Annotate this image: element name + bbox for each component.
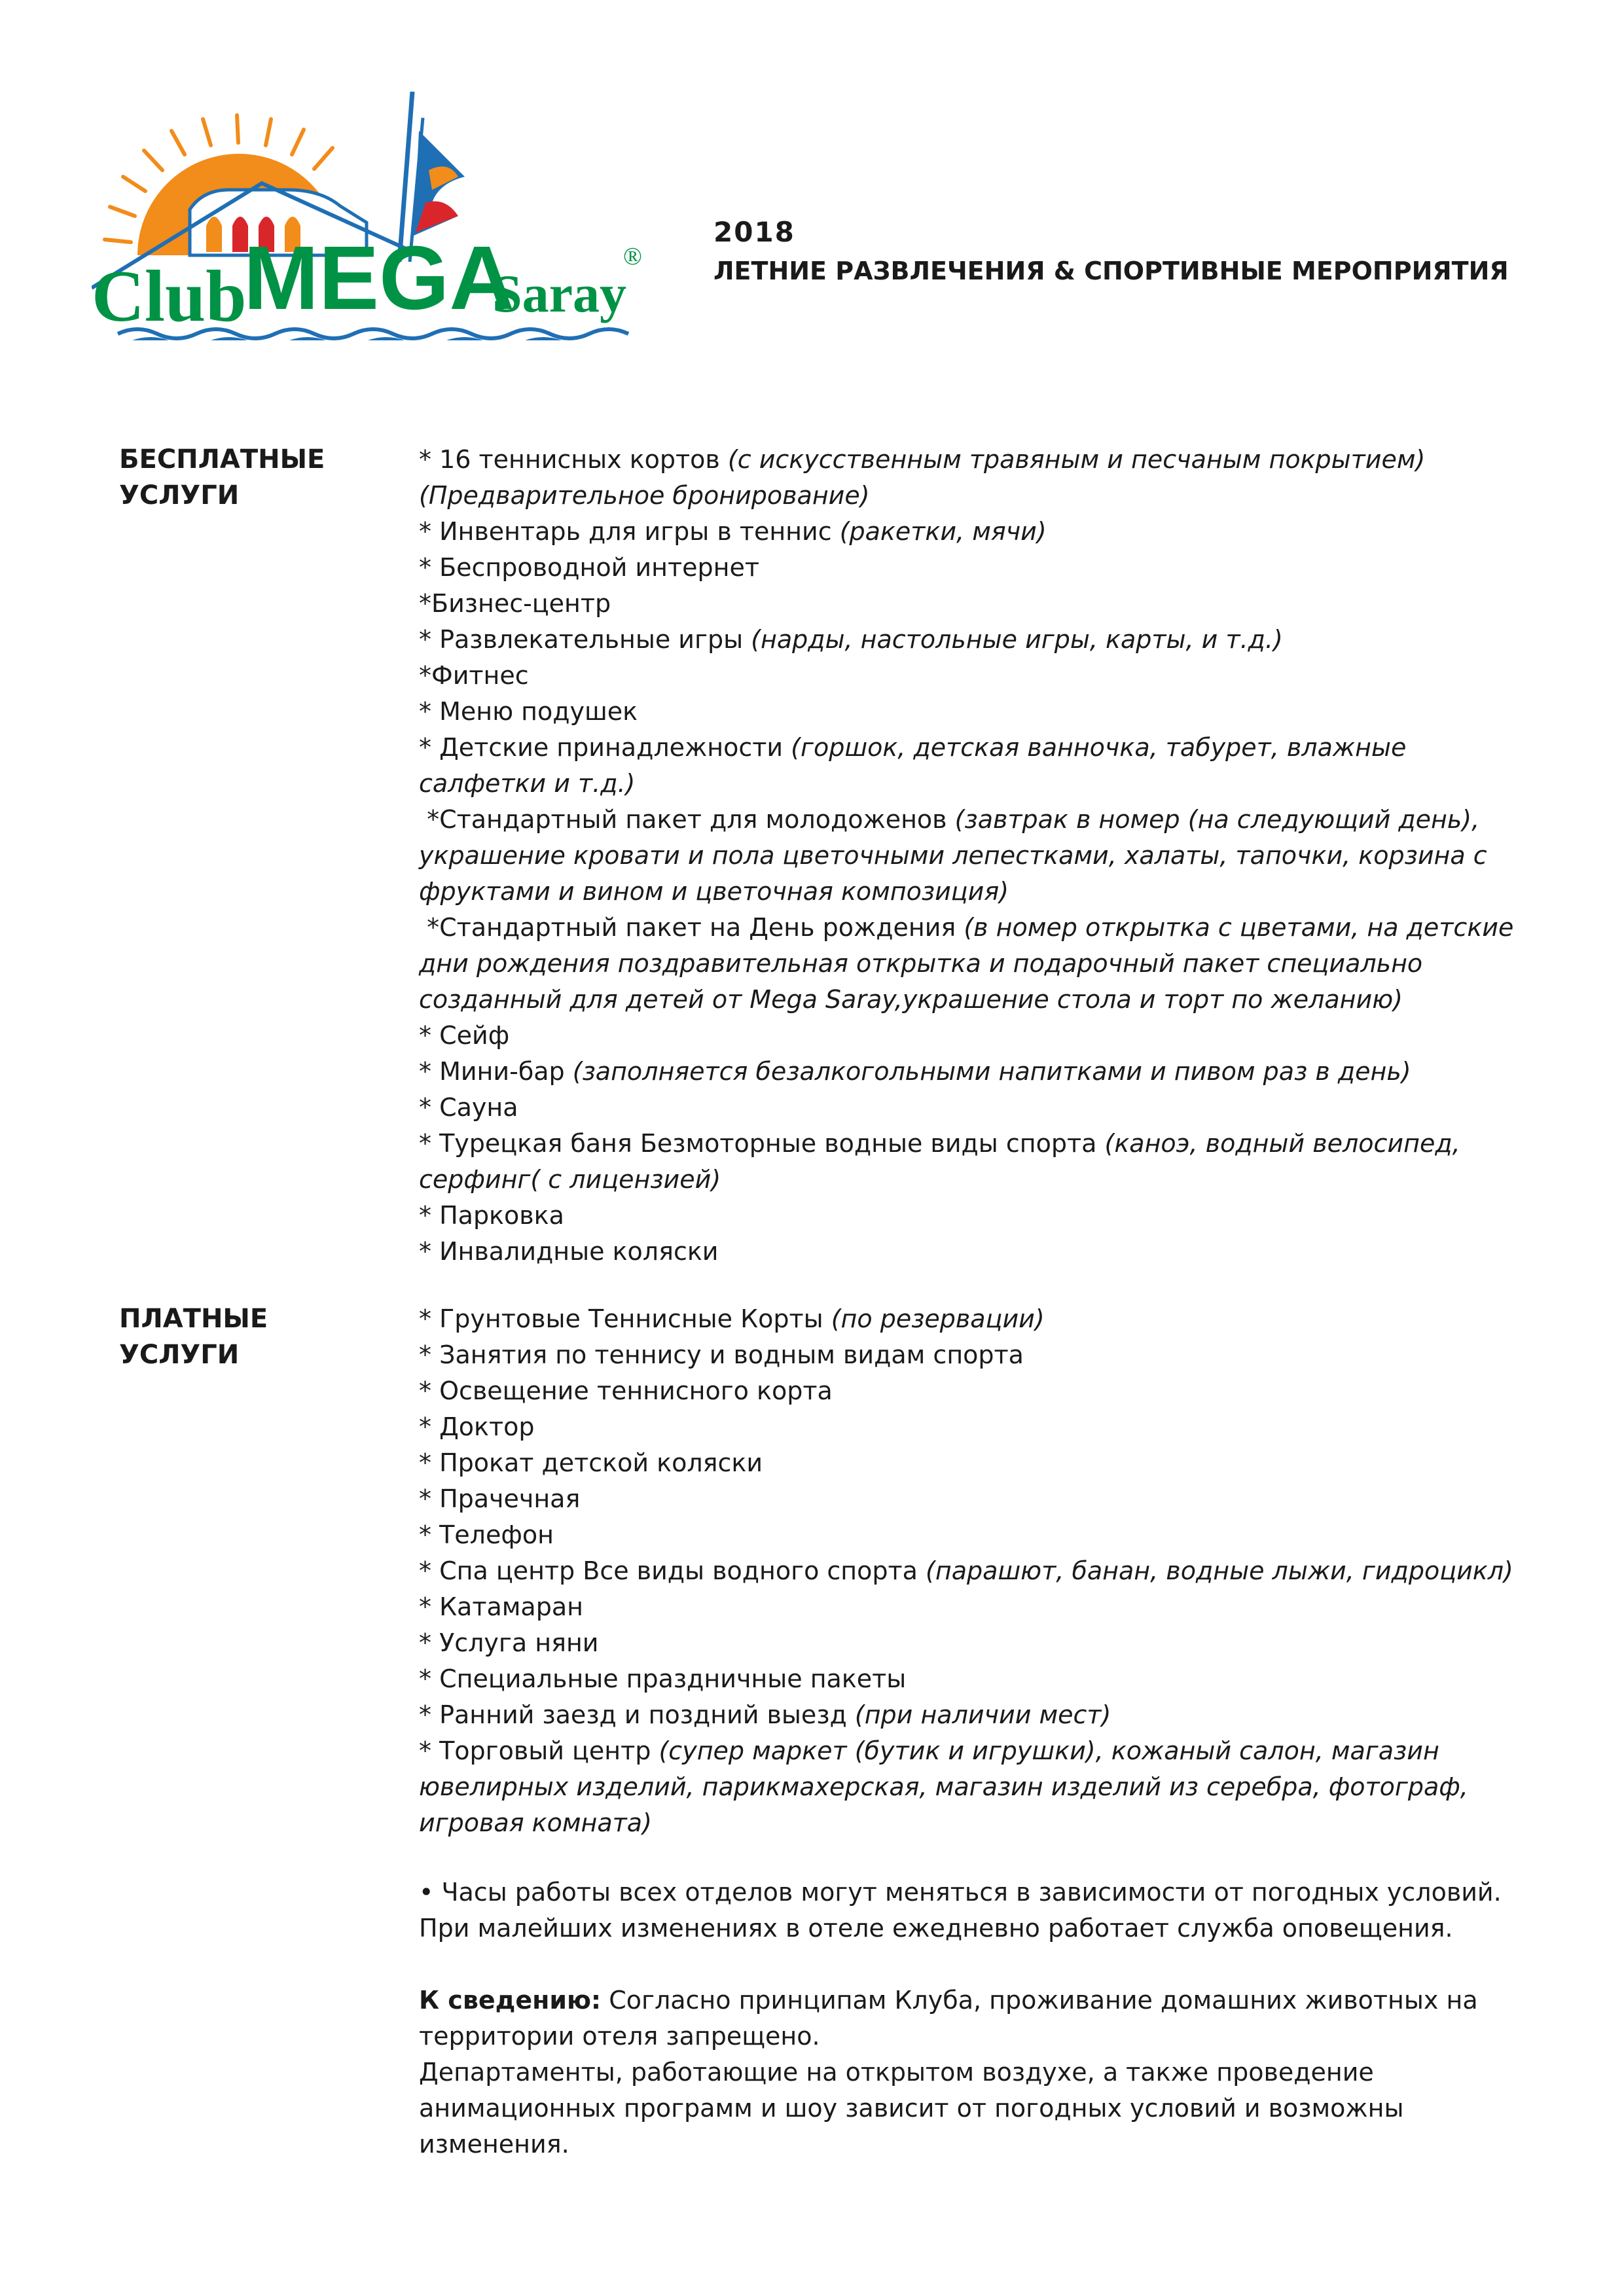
- service-details: украшение кровати и пола цветочными лепестками, халаты, тапочки, корзина с: [419, 841, 1487, 870]
- service-text: * Услуга няни: [419, 1628, 599, 1657]
- service-line: [419, 766, 1558, 802]
- service-line: [419, 1661, 1558, 1697]
- service-line: [419, 550, 1558, 586]
- service-line: [419, 946, 1558, 982]
- service-line: [419, 802, 1558, 838]
- service-line: [419, 1733, 1558, 1769]
- service-line: [419, 514, 1558, 550]
- service-line: [419, 1553, 1558, 1589]
- service-details: (завтрак в номер (на следующий день),: [954, 805, 1480, 834]
- service-line: [419, 1054, 1558, 1090]
- club-mega-saray-logo: [92, 92, 655, 340]
- service-line: [419, 1445, 1558, 1481]
- service-line: [419, 586, 1558, 622]
- service-line: [419, 1018, 1558, 1054]
- service-text: * Инвентарь для игры в теннис: [419, 517, 840, 546]
- service-text: * Мини-бар: [419, 1057, 573, 1086]
- service-details: салфетки и т.д.): [419, 769, 636, 798]
- info-label: К сведению:: [419, 1986, 602, 2015]
- service-line: [419, 910, 1558, 946]
- service-details: (Предварительное бронирование): [419, 481, 870, 510]
- service-line: [419, 1234, 1558, 1270]
- registered-mark: ®: [623, 243, 642, 270]
- header-title: ЛЕТНИЕ РАЗВЛЕЧЕНИЯ & СПОРТИВНЫЕ МЕРОПРИЯТИЯ: [713, 257, 1509, 285]
- service-text: * Инвалидные коляски: [419, 1237, 719, 1266]
- free-services-list: [419, 442, 1558, 1270]
- service-text: * 16 теннисных кортов: [419, 445, 728, 474]
- service-details: ювелирных изделий, парикмахерская, магазин изделий из серебра, фотограф,: [419, 1772, 1468, 1801]
- service-details: серфинг( с лицензией): [419, 1165, 721, 1194]
- service-line: [419, 622, 1558, 658]
- info-block: [419, 1982, 1558, 2162]
- service-details: (заполняется безалкогольными напитками и пивом раз в день): [572, 1057, 1411, 1086]
- service-details: (горшок, детская ванночка, табурет, влажные: [791, 733, 1407, 762]
- service-details: (супер маркет (бутик и игрушки), кожаный салон, магазин: [659, 1736, 1439, 1765]
- info-first-line: [419, 1982, 1558, 2018]
- service-line: [419, 478, 1558, 514]
- service-line: [419, 694, 1558, 730]
- info-line: территории отеля запрещено.: [419, 2022, 820, 2051]
- service-text: *Бизнес-центр: [419, 589, 611, 618]
- info-line: анимационных программ и шоу зависит от погодных условий и возможны: [419, 2094, 1404, 2123]
- service-text: * Грунтовые Теннисные Корты: [419, 1304, 831, 1333]
- service-details: (в номер открытка с цветами, на детские: [964, 913, 1514, 942]
- service-text: * Сауна: [419, 1093, 518, 1122]
- service-line: [419, 1517, 1558, 1553]
- service-line: [419, 442, 1558, 478]
- paid-services-list: [419, 1301, 1558, 1841]
- service-line: [419, 1301, 1558, 1337]
- service-text: * Освещение теннисного корта: [419, 1376, 833, 1405]
- weather-notice: [419, 1874, 1558, 1946]
- service-line: [419, 1589, 1558, 1625]
- service-line: [419, 1337, 1558, 1373]
- service-text: *Стандартный пакет на День рождения: [419, 913, 964, 942]
- service-text: * Развлекательные игры: [419, 625, 751, 654]
- service-line: [419, 658, 1558, 694]
- logo-club-text: Club: [92, 256, 247, 337]
- service-text: * Ранний заезд и поздний выезд: [419, 1700, 855, 1729]
- service-details: (по резервации): [831, 1304, 1045, 1333]
- service-line: [419, 1769, 1558, 1805]
- service-details: (при наличии мест): [854, 1700, 1111, 1729]
- service-details: фруктами и вином и цветочная композиция): [419, 877, 1009, 906]
- service-text: * Специальные праздничные пакеты: [419, 1664, 907, 1693]
- free-services-heading-line1: БЕСПЛАТНЫЕ: [119, 444, 325, 475]
- service-text: * Занятия по теннису и водным видам спорта: [419, 1340, 1024, 1369]
- info-first-text: Согласно принципам Клуба, проживание домашних животных на: [601, 1986, 1478, 2015]
- service-line: [419, 1126, 1558, 1162]
- service-line: [419, 1409, 1558, 1445]
- service-text: * Прокат детской коляски: [419, 1448, 763, 1477]
- service-text: * Спа центр Все виды водного спорта: [419, 1556, 926, 1585]
- service-line: [419, 1805, 1558, 1841]
- service-details: дни рождения поздравительная открытка и подарочный пакет специально: [419, 949, 1423, 978]
- service-line: [419, 874, 1558, 910]
- service-text: * Детские принадлежности: [419, 733, 791, 762]
- service-text: *Стандартный пакет для молодоженов: [419, 805, 955, 834]
- info-line: Департаменты, работающие на открытом воздухе, а также проведение: [419, 2058, 1374, 2087]
- service-text: * Беспроводной интернет: [419, 553, 759, 582]
- paid-services-heading: ПЛАТНЫЕ УСЛУГИ: [119, 1304, 268, 1370]
- info-line: изменения.: [419, 2130, 569, 2159]
- service-details: (каноэ, водный велосипед,: [1104, 1129, 1460, 1158]
- service-details: созданный для детей от Mega Saray,украшение стола и торт по желанию): [419, 985, 1403, 1014]
- service-line: [419, 1162, 1558, 1198]
- service-text: * Сейф: [419, 1021, 510, 1050]
- service-text: * Турецкая баня Безмоторные водные виды спорта: [419, 1129, 1105, 1158]
- service-line: [419, 838, 1558, 874]
- service-line: [419, 982, 1558, 1018]
- notice-line: • Часы работы всех отделов могут меняться в зависимости от погодных условий.: [419, 1878, 1502, 1907]
- service-details: (ракетки, мячи): [839, 517, 1047, 546]
- service-text: * Телефон: [419, 1520, 554, 1549]
- service-line: [419, 1373, 1558, 1409]
- service-line: [419, 1625, 1558, 1661]
- service-text: * Парковка: [419, 1201, 564, 1230]
- service-details: (нарды, настольные игры, карты, и т.д.): [751, 625, 1283, 654]
- header-year: 2018: [713, 216, 795, 248]
- logo-mega-text: MEGA: [244, 228, 514, 329]
- service-line: [419, 1198, 1558, 1234]
- service-text: * Доктор: [419, 1412, 535, 1441]
- notice-line: При малейших изменениях в отеле ежедневно работает служба оповещения.: [419, 1914, 1453, 1943]
- service-line: [419, 1090, 1558, 1126]
- service-text: * Прачечная: [419, 1484, 581, 1513]
- service-text: *Фитнес: [419, 661, 529, 690]
- service-text: * Меню подушек: [419, 697, 638, 726]
- free-services-heading: [119, 442, 394, 514]
- service-details: (парашют, банан, водные лыжи, гидроцикл): [926, 1556, 1513, 1585]
- free-services-heading-line2: УСЛУГИ: [119, 480, 240, 511]
- service-line: [419, 1481, 1558, 1517]
- logo-saray-text: Saray: [492, 264, 626, 323]
- service-line: [419, 1697, 1558, 1733]
- service-line: [419, 730, 1558, 766]
- service-text: * Катамаран: [419, 1592, 583, 1621]
- service-details: (с искусственным травяным и песчаным покрытием): [727, 445, 1426, 474]
- service-details: игровая комната): [419, 1808, 652, 1837]
- service-text: * Торговый центр: [419, 1736, 659, 1765]
